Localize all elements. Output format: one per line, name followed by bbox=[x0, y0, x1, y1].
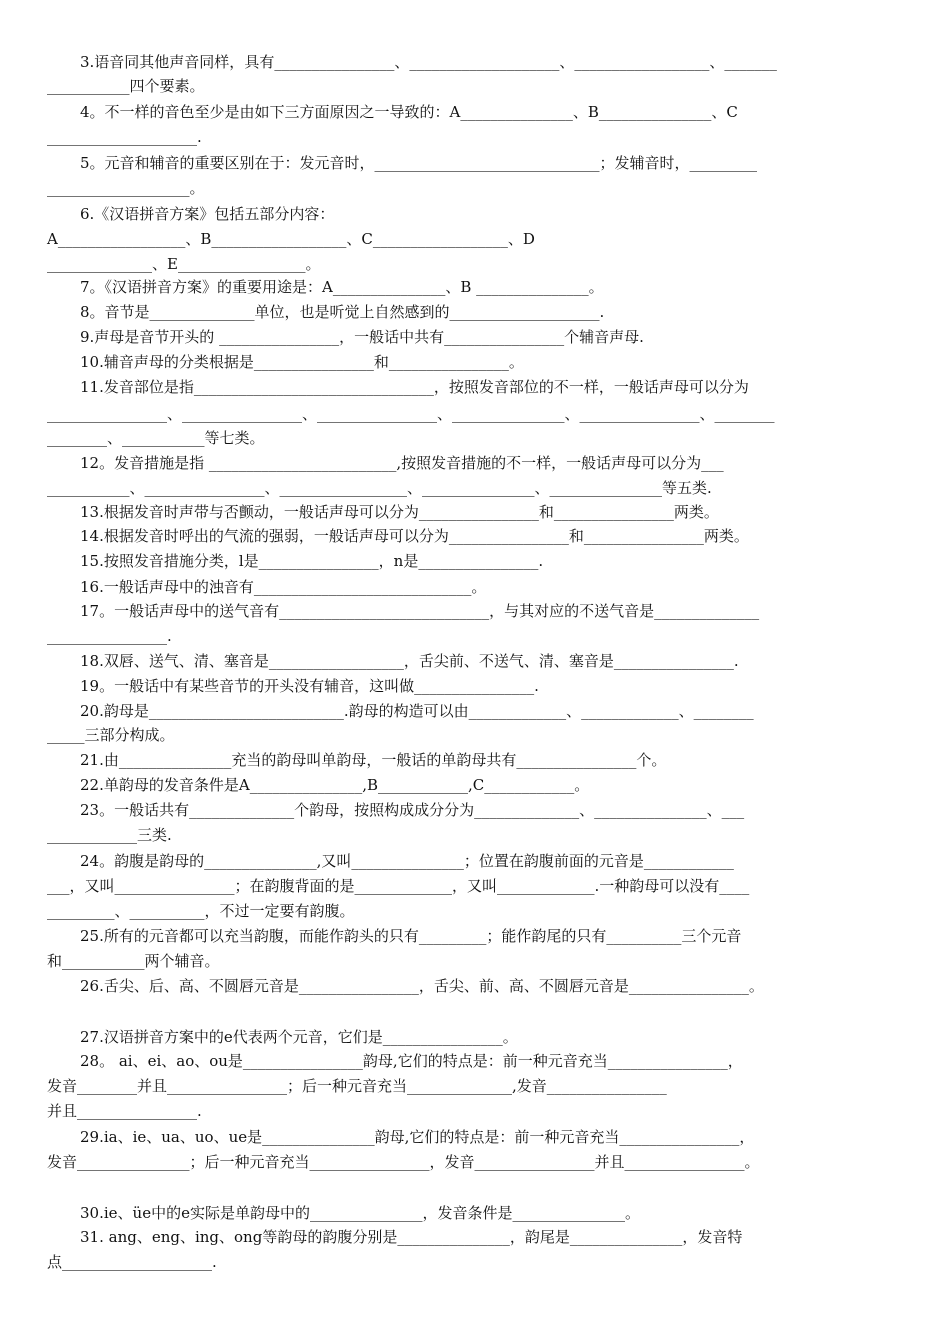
text-line bbox=[0, 75, 950, 97]
line-text: 点____________________. bbox=[47, 1253, 217, 1271]
line-text: _____三部分构成。 bbox=[47, 726, 175, 744]
text-line bbox=[0, 403, 950, 425]
line-text: 并且________________. bbox=[47, 1102, 202, 1120]
text-line bbox=[0, 1126, 950, 1148]
line-text: ___，又叫________________；在韵腹背面的是_____________，又叫_____________.一种韵母可以没有____ bbox=[47, 877, 750, 895]
text-line bbox=[0, 1050, 950, 1072]
line-text: ____________________. bbox=[47, 128, 202, 146]
line-text: 发音________并且________________；后一种元音充当______________,发音________________ bbox=[47, 1077, 667, 1095]
line-text: 7。《汉语拼音方案》的重要用途是：A_______________、B _______________。 bbox=[80, 278, 604, 296]
text-line bbox=[0, 452, 950, 474]
line-text: 5。元音和辅音的重要区别在于：发元音时，______________________________；发辅音时，_________ bbox=[80, 154, 758, 172]
line-text: 12。发音措施是指 _________________________,按照发音措施的不一样，一般话声母可以分为___ bbox=[80, 454, 724, 472]
text-line bbox=[0, 203, 950, 225]
text-line bbox=[0, 1151, 950, 1173]
line-text: 29.ia、ie、ua、uo、ue是_______________韵母,它们的特点是：前一种元音充当________________， bbox=[80, 1128, 755, 1146]
text-line bbox=[0, 850, 950, 872]
line-text: 3.语音同其他声音同样，具有________________、____________________、__________________、_______ bbox=[80, 53, 777, 71]
text-line bbox=[0, 675, 950, 697]
text-line bbox=[0, 276, 950, 298]
text-line bbox=[0, 875, 950, 897]
text-line bbox=[0, 700, 950, 722]
text-line bbox=[0, 1226, 950, 1248]
text-line bbox=[0, 351, 950, 373]
text-line bbox=[0, 501, 950, 523]
line-text: ________、___________等七类。 bbox=[47, 429, 265, 447]
line-text: _________、__________，不过一定要有韵腹。 bbox=[47, 902, 355, 920]
line-text: ___________________。 bbox=[47, 179, 205, 197]
line-text: 26.舌尖、后、高、不圆唇元音是________________，舌尖、前、高、不圆唇元音是________________。 bbox=[80, 977, 764, 995]
text-line bbox=[0, 101, 950, 123]
line-text: 23。一般话共有______________个韵母，按照构成成分分为______________、_______________、___ bbox=[80, 801, 745, 819]
line-text: 30.ie、üe中的e实际是单韵母中的_______________，发音条件是_______________。 bbox=[80, 1204, 640, 1222]
line-text: 19。一般话中有某些音节的开头没有辅音，这叫做________________. bbox=[80, 677, 539, 695]
line-text: 11.发音部位是指________________________________，按照发音部位的不一样，一般话声母可以分为 bbox=[80, 378, 749, 396]
text-line bbox=[0, 724, 950, 746]
line-text: 25.所有的元音都可以充当韵腹，而能作韵头的只有_________；能作韵尾的只有__________三个元音 bbox=[80, 927, 742, 945]
text-line bbox=[0, 799, 950, 821]
text-line bbox=[0, 376, 950, 398]
text-line bbox=[0, 326, 950, 348]
text-line bbox=[0, 126, 950, 148]
text-line bbox=[0, 625, 950, 647]
text-line bbox=[0, 1202, 950, 1224]
line-text: 8。音节是______________单位，也是听觉上自然感到的____________________. bbox=[80, 303, 605, 321]
line-text: 20.韵母是__________________________.韵母的构造可以由_____________、_____________、________ bbox=[80, 702, 754, 720]
text-line bbox=[0, 1100, 950, 1122]
line-text: ___________四个要素。 bbox=[47, 77, 205, 95]
text-line bbox=[0, 1251, 950, 1273]
text-line bbox=[0, 1026, 950, 1048]
text-line bbox=[0, 177, 950, 199]
line-text: 17。一般话声母中的送气音有____________________________，与其对应的不送气音是______________ bbox=[80, 602, 760, 620]
text-line bbox=[0, 774, 950, 796]
text-line bbox=[0, 228, 950, 250]
text-line bbox=[0, 900, 950, 922]
text-line bbox=[0, 253, 950, 275]
line-text: A_________________、B__________________、C__________________、D bbox=[47, 230, 535, 248]
line-text: 和___________两个辅音。 bbox=[47, 952, 220, 970]
line-text: 15.按照发音措施分类，l是________________，n是________________. bbox=[80, 552, 544, 570]
line-text: 24。韵腹是韵母的_______________,又叫_______________；位置在韵腹前面的元音是____________ bbox=[80, 852, 734, 870]
line-text: 28。 ai、ei、ao、ou是________________韵母,它们的特点是：前一种元音充当________________， bbox=[80, 1052, 743, 1070]
text-line bbox=[0, 550, 950, 572]
text-line bbox=[0, 749, 950, 771]
text-line bbox=[0, 650, 950, 672]
text-line bbox=[0, 1075, 950, 1097]
line-text: 6.《汉语拼音方案》包括五部分内容： bbox=[80, 205, 335, 223]
text-line bbox=[0, 301, 950, 323]
text-line bbox=[0, 975, 950, 997]
text-line bbox=[0, 824, 950, 846]
text-line bbox=[0, 427, 950, 449]
line-text: 21.由_______________充当的韵母叫单韵母，一般话的单韵母共有________________个。 bbox=[80, 751, 667, 769]
line-text: 14.根据发音时呼出的气流的强弱，一般话声母可以分为________________和________________两类。 bbox=[80, 527, 749, 545]
line-text: ______________、E_________________。 bbox=[47, 255, 321, 273]
text-line bbox=[0, 925, 950, 947]
line-text: 10.辅音声母的分类根据是________________和________________。 bbox=[80, 353, 524, 371]
text-line bbox=[0, 600, 950, 622]
text-line bbox=[0, 576, 950, 598]
line-text: ___________、________________、_________________、_______________、_______________等五类. bbox=[47, 479, 712, 497]
line-text: 4。不一样的音色至少是由如下三方面原因之一导致的：A_______________、B_______________、C bbox=[80, 103, 738, 121]
line-text: ____________三类. bbox=[47, 826, 172, 844]
line-text: 22.单韵母的发音条件是A_______________,B____________,C____________。 bbox=[80, 776, 590, 794]
text-line bbox=[0, 477, 950, 499]
line-text: 9.声母是音节开头的 ________________，一般话中共有________________个辅音声母. bbox=[80, 328, 644, 346]
line-text: 发音_______________；后一种元音充当________________，发音________________并且________________。 bbox=[47, 1153, 760, 1171]
line-text: 13.根据发音时声带与否颤动，一般话声母可以分为________________和________________两类。 bbox=[80, 503, 719, 521]
line-text: 18.双唇、送气、清、塞音是__________________，舌尖前、不送气、清、塞音是________________. bbox=[80, 652, 739, 670]
line-text: ________________. bbox=[47, 627, 172, 645]
text-line bbox=[0, 51, 950, 73]
text-line bbox=[0, 152, 950, 174]
line-text: 27.汉语拼音方案中的e代表两个元音，它们是________________。 bbox=[80, 1028, 518, 1046]
text-line bbox=[0, 950, 950, 972]
line-text: ________________、________________、________________、_______________、________________、________ bbox=[47, 405, 775, 423]
line-text: 16.一般话声母中的浊音有_____________________________。 bbox=[80, 578, 487, 596]
line-text: 31. ang、eng、ing、ong等韵母的韵腹分别是_______________，韵尾是_______________，发音特 bbox=[80, 1228, 743, 1246]
text-line bbox=[0, 525, 950, 547]
